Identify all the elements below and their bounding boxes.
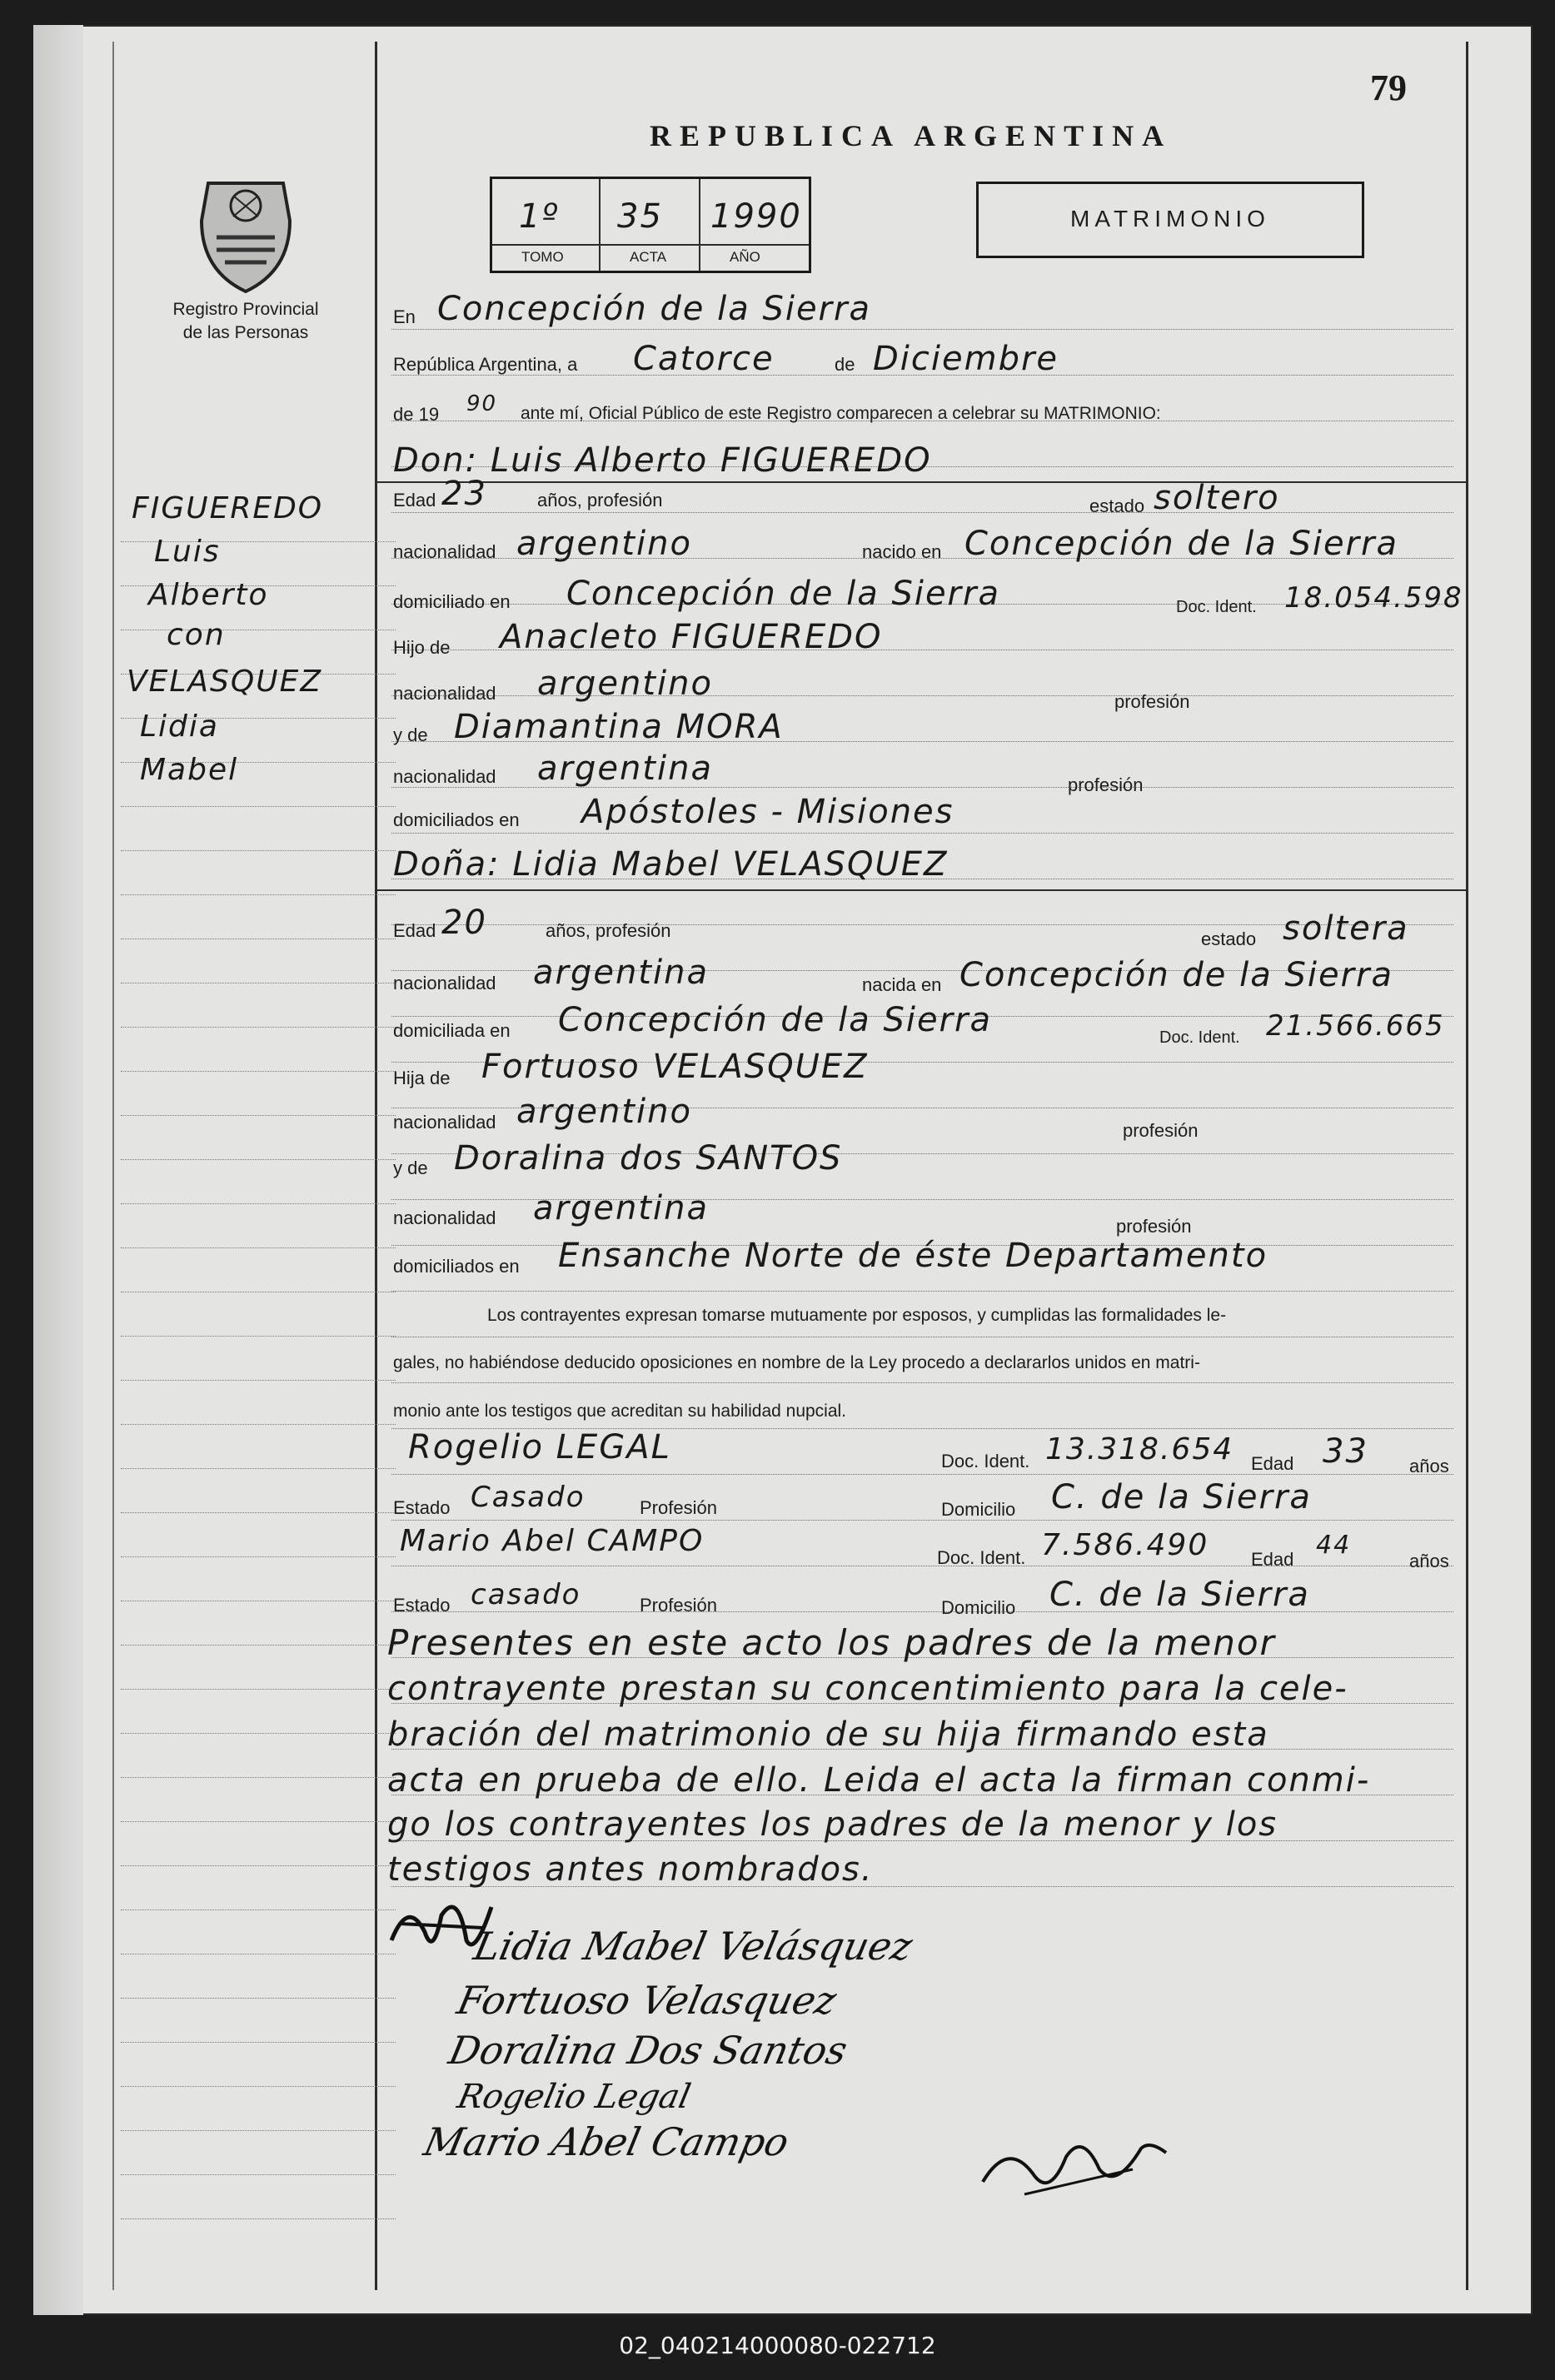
witness-2-domicilio: C. de la Sierra bbox=[1049, 1576, 1310, 1614]
groom-father-prof-label: profesión bbox=[1114, 691, 1190, 712]
body-rule bbox=[391, 512, 1453, 513]
bride-father-prof-label: profesión bbox=[1123, 1120, 1199, 1141]
groom-mother-prof-label: profesión bbox=[1068, 774, 1144, 795]
margin-rule bbox=[121, 2174, 396, 2175]
witness-1-domicilio: C. de la Sierra bbox=[1051, 1478, 1312, 1516]
body-rule bbox=[391, 1520, 1453, 1521]
scan-identifier: 02_040214000080-022712 bbox=[619, 2332, 936, 2359]
bride-mother-nat: argentina bbox=[533, 1189, 709, 1227]
margin-rule bbox=[121, 1115, 396, 1116]
registry-name-2: de las Personas bbox=[182, 323, 309, 342]
anio-label: AÑO bbox=[730, 249, 760, 265]
bride-mother-prof-label: profesión bbox=[1116, 1216, 1192, 1237]
bride-nacida-label: nacida en bbox=[862, 974, 942, 995]
witness-2-estado-label: Estado bbox=[393, 1595, 451, 1616]
margin-rule bbox=[121, 1336, 396, 1337]
bride-rule bbox=[376, 889, 1466, 891]
margin-rule bbox=[121, 1468, 396, 1469]
body-rule bbox=[391, 1291, 1453, 1292]
bride-doc: 21.566.665 bbox=[1266, 1009, 1445, 1043]
signature-bride-mother: Doralina Dos Santos bbox=[445, 2028, 851, 2073]
margin-rule bbox=[121, 1733, 396, 1734]
republica-label: República Argentina, a bbox=[393, 354, 578, 375]
witness-1-doc: 13.318.654 bbox=[1045, 1432, 1234, 1466]
margin-rule bbox=[121, 1159, 396, 1160]
margin-surname-1: FIGUEREDO bbox=[132, 491, 324, 525]
witness-2-dom-label: Domicilio bbox=[941, 1597, 1016, 1618]
bride-prof-label: años, profesión bbox=[546, 920, 671, 941]
year-prefix: de 19 bbox=[393, 404, 440, 425]
groom-domicile: Concepción de la Sierra bbox=[566, 575, 1000, 613]
groom-father: Anacleto FIGUEREDO bbox=[500, 618, 883, 656]
groom-mother-nat-label: nacionalidad bbox=[393, 766, 496, 787]
witness-2-age: 44 bbox=[1316, 1531, 1352, 1560]
registry-number-box bbox=[490, 177, 811, 273]
document-sheet bbox=[33, 25, 1533, 2315]
witness-1-name: Rogelio LEGAL bbox=[408, 1428, 671, 1466]
anio-value: 1990 bbox=[710, 197, 802, 236]
margin-rule bbox=[121, 1424, 396, 1425]
body-rule bbox=[391, 833, 1453, 834]
bride-father-nat: argentino bbox=[516, 1093, 692, 1131]
month: Diciembre bbox=[873, 340, 1059, 378]
bride-doc-label: Doc. Ident. bbox=[1159, 1028, 1240, 1047]
margin-rule bbox=[121, 1998, 396, 1999]
margin-name-3: Lidia bbox=[140, 710, 219, 744]
day: Catorce bbox=[633, 340, 775, 378]
bride-mother-nat-label: nacionalidad bbox=[393, 1207, 496, 1228]
groom-edad-label: Edad bbox=[393, 490, 436, 510]
margin-name-1: Luis bbox=[154, 535, 221, 569]
bride-hija-label: Hija de bbox=[393, 1068, 451, 1088]
bride-nationality: argentina bbox=[533, 953, 709, 992]
signature-witness-2: Mario Abel Campo bbox=[420, 2119, 793, 2164]
margin-rule bbox=[121, 850, 396, 851]
note-line-2: contrayente prestan su concentimiento para la cele- bbox=[387, 1670, 1348, 1708]
margin-rule bbox=[121, 2218, 396, 2219]
official-signature bbox=[974, 2124, 1174, 2211]
body-rule bbox=[391, 1382, 1453, 1383]
left-margin-line bbox=[112, 42, 114, 2290]
groom-nat-label: nacionalidad bbox=[393, 541, 496, 562]
groom-nacido-label: nacido en bbox=[862, 541, 942, 562]
right-border bbox=[1466, 42, 1468, 2290]
groom-birthplace: Concepción de la Sierra bbox=[964, 525, 1398, 563]
margin-rule bbox=[121, 1071, 396, 1072]
margin-divider bbox=[375, 42, 377, 2290]
witness-1-estado-label: Estado bbox=[393, 1497, 451, 1518]
margin-rule bbox=[121, 1821, 396, 1822]
witness-1-dom-label: Domicilio bbox=[941, 1499, 1016, 1520]
margin-name-2: Alberto bbox=[148, 578, 269, 612]
margin-con: con bbox=[167, 618, 226, 652]
margin-rule bbox=[121, 1777, 396, 1778]
margin-rule bbox=[121, 2086, 396, 2087]
margin-name-4: Mabel bbox=[140, 753, 239, 787]
groom-parents-dom: Apóstoles - Misiones bbox=[581, 793, 954, 831]
note-line-5: go los contrayentes los padres de la menor y los bbox=[387, 1805, 1278, 1844]
signature-bride: Lidia Mabel Velásquez bbox=[470, 1924, 917, 1969]
note-line-4: acta en prueba de ello. Leida el acta la firman conmi- bbox=[387, 1761, 1371, 1800]
margin-surname-2: VELASQUEZ bbox=[127, 665, 323, 699]
bride-birthplace: Concepción de la Sierra bbox=[959, 956, 1393, 994]
groom-father-nat-label: nacionalidad bbox=[393, 683, 496, 704]
groom-doc: 18.054.598 bbox=[1284, 581, 1463, 615]
witness-1-estado: Casado bbox=[471, 1481, 586, 1514]
groom-nationality: argentino bbox=[516, 525, 692, 563]
registry-name-1: Registro Provincial bbox=[172, 300, 319, 319]
margin-rule bbox=[121, 1909, 396, 1910]
margin-rule bbox=[121, 1556, 396, 1557]
witness-2-doc: 7.586.490 bbox=[1041, 1528, 1209, 1562]
margin-rule bbox=[121, 894, 396, 895]
margin-rule bbox=[121, 1645, 396, 1646]
bride-dom-label: domiciliada en bbox=[393, 1020, 511, 1041]
witness-1-anos-label: años bbox=[1409, 1456, 1449, 1476]
groom-estado: soltero bbox=[1154, 479, 1280, 517]
margin-rule bbox=[121, 1380, 396, 1381]
note-line-6: testigos antes nombrados. bbox=[387, 1850, 874, 1889]
bride-parents-dom: Ensanche Norte de éste Departamento bbox=[558, 1237, 1268, 1275]
witness-2-anos-label: años bbox=[1409, 1551, 1449, 1571]
tomo-label: TOMO bbox=[521, 249, 564, 265]
body-rule bbox=[391, 329, 1453, 330]
groom-prof-label: años, profesión bbox=[537, 490, 663, 510]
bride-mother: Doralina dos SANTOS bbox=[454, 1139, 843, 1178]
bride-nat-label: nacionalidad bbox=[393, 973, 496, 993]
witness-2-doc-label: Doc. Ident. bbox=[937, 1547, 1026, 1568]
witness-2-prof-label: Profesión bbox=[640, 1595, 717, 1616]
tomo-value: 1º bbox=[519, 197, 560, 236]
intro-statement: ante mí, Oficial Público de este Registro comparecen a celebrar su MATRIMONIO: bbox=[521, 404, 1161, 423]
margin-rule bbox=[121, 1247, 396, 1248]
country-title: REPUBLICA ARGENTINA bbox=[650, 119, 1173, 152]
groom-estado-label: estado bbox=[1089, 495, 1145, 516]
groom-age: 23 bbox=[441, 475, 487, 513]
margin-rule bbox=[121, 1027, 396, 1028]
margin-rule bbox=[121, 806, 396, 807]
margin-rule bbox=[121, 1203, 396, 1204]
bride-father-nat-label: nacionalidad bbox=[393, 1112, 496, 1133]
declaration-line-2: gales, no habiéndose deducido oposiciones en nombre de la Ley procedo a declararlos unidos en matri- bbox=[393, 1353, 1200, 1372]
bride-yde-label: y de bbox=[393, 1158, 428, 1178]
doc-type: MATRIMONIO bbox=[1070, 206, 1270, 232]
body-rule bbox=[391, 1474, 1453, 1475]
margin-rule bbox=[121, 2130, 396, 2131]
margin-rule bbox=[121, 2042, 396, 2043]
groom-dom-label: domiciliado en bbox=[393, 591, 511, 612]
declaration-line-1: Los contrayentes expresan tomarse mutuamente por esposos, y cumplidas las formalidades le- bbox=[487, 1306, 1227, 1325]
binding-edge bbox=[33, 25, 83, 2315]
acta-label: ACTA bbox=[630, 249, 667, 265]
margin-rule bbox=[121, 1689, 396, 1690]
groom-father-nat: argentino bbox=[537, 665, 713, 703]
declaration-line-3: monio ante los testigos que acreditan su habilidad nupcial. bbox=[393, 1402, 847, 1421]
groom-yde-label: y de bbox=[393, 724, 428, 745]
witness-1-edad-label: Edad bbox=[1251, 1453, 1294, 1474]
bride-estado: soltera bbox=[1283, 909, 1409, 948]
doc-type-box bbox=[976, 182, 1364, 258]
witness-2-name: Mario Abel CAMPO bbox=[400, 1524, 705, 1558]
witness-2-estado: casado bbox=[471, 1578, 581, 1611]
groom-mother-nat: argentina bbox=[537, 749, 713, 788]
acta-value: 35 bbox=[617, 197, 663, 236]
en-label: En bbox=[393, 306, 416, 327]
provincial-seal bbox=[192, 171, 300, 296]
signature-witness-1: Rogelio Legal bbox=[454, 2078, 695, 2116]
bride-estado-label: estado bbox=[1201, 929, 1257, 949]
groom-heading: Don: Luis Alberto FIGUEREDO bbox=[393, 441, 932, 480]
signature-bride-father: Fortuoso Velasquez bbox=[453, 1978, 841, 2023]
bride-edad-label: Edad bbox=[393, 920, 436, 941]
witness-1-prof-label: Profesión bbox=[640, 1497, 717, 1518]
witness-2-edad-label: Edad bbox=[1251, 1549, 1294, 1570]
de-label: de bbox=[835, 354, 855, 375]
groom-mother: Diamantina MORA bbox=[454, 708, 784, 746]
place: Concepción de la Sierra bbox=[437, 290, 871, 328]
bride-parents-dom-label: domiciliados en bbox=[393, 1256, 520, 1277]
note-line-3: bración del matrimonio de su hija firmando esta bbox=[387, 1715, 1269, 1754]
bride-father: Fortuoso VELASQUEZ bbox=[481, 1048, 869, 1086]
groom-hijo-label: Hijo de bbox=[393, 637, 451, 658]
bride-domicile: Concepción de la Sierra bbox=[558, 1001, 992, 1039]
groom-doc-label: Doc. Ident. bbox=[1176, 598, 1257, 616]
witness-1-age: 33 bbox=[1323, 1432, 1368, 1471]
groom-parents-dom-label: domiciliados en bbox=[393, 809, 520, 830]
page-number: 79 bbox=[1370, 67, 1407, 108]
margin-rule bbox=[121, 1865, 396, 1866]
bride-age: 20 bbox=[441, 904, 487, 942]
groom-rule bbox=[376, 481, 1466, 483]
note-line-1: Presentes en este acto los padres de la menor bbox=[387, 1622, 1276, 1663]
bride-heading: Doña: Lidia Mabel VELASQUEZ bbox=[393, 845, 949, 884]
margin-rule bbox=[121, 1512, 396, 1513]
year-suffix: 90 bbox=[466, 391, 498, 416]
witness-1-doc-label: Doc. Ident. bbox=[941, 1451, 1030, 1471]
